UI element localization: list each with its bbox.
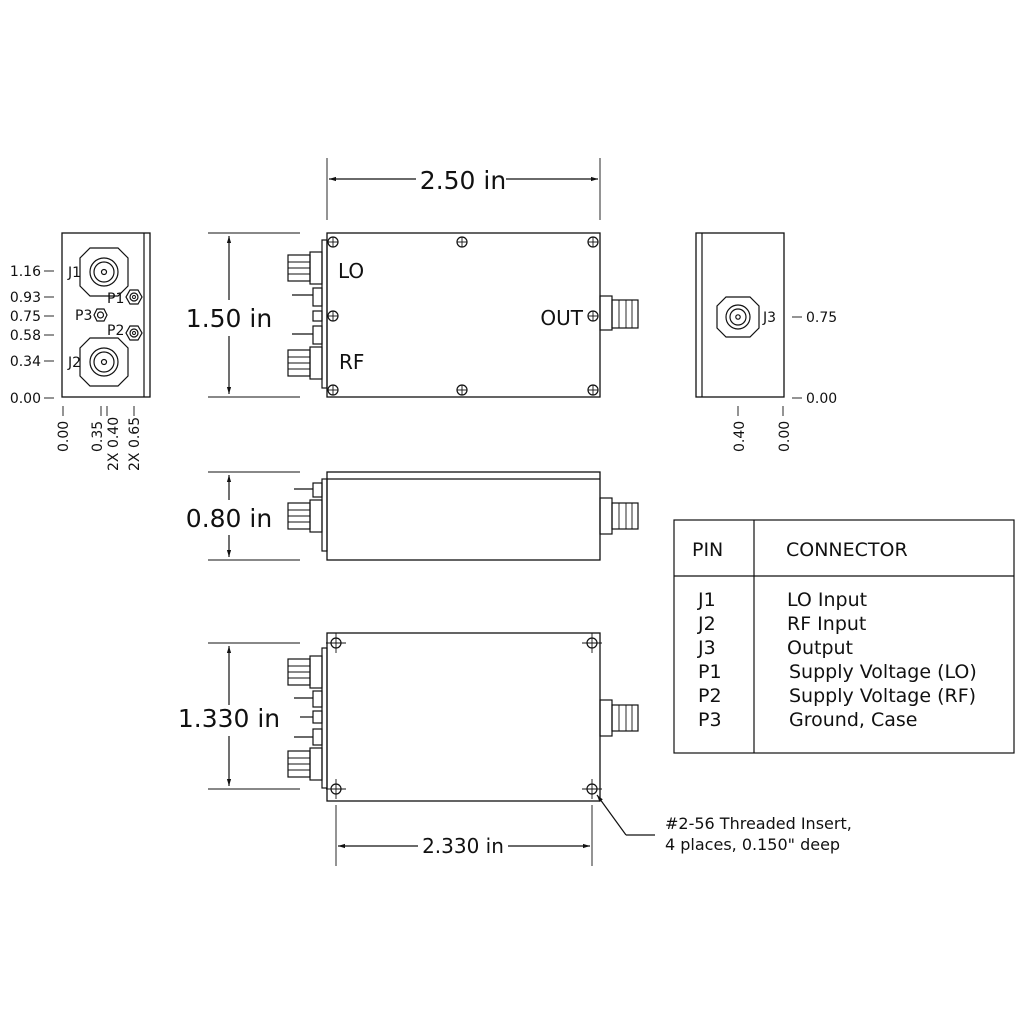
- height-dimension-side: [186, 475, 272, 557]
- table-header-connector: CONNECTOR: [786, 539, 908, 561]
- x-tick-1: 0.00: [56, 420, 72, 452]
- j1-label: J1: [68, 265, 82, 281]
- p3-label: P3: [75, 308, 93, 324]
- bottom-view-body: [327, 633, 600, 801]
- insert-note-line1: #2-56 Threaded Insert,: [665, 814, 852, 833]
- j2-label: J2: [68, 355, 82, 371]
- height-top-label: 1.50 in: [185, 304, 273, 333]
- table-row-connector: Supply Voltage (LO): [789, 661, 977, 683]
- right-end-view: [696, 233, 837, 452]
- table-row-pin: J3: [698, 637, 716, 659]
- y-tick-1: 1.16: [9, 264, 41, 280]
- y-tick-5: 0.34: [9, 354, 41, 370]
- table-row-pin: J2: [698, 613, 716, 635]
- j3-label: J3: [763, 310, 777, 326]
- right-x-tick-1: 0.40: [732, 420, 748, 452]
- right-y-tick-2: 0.00: [806, 391, 838, 407]
- right-y-tick-1: 0.75: [806, 310, 838, 326]
- height-side-label: 0.80 in: [185, 504, 273, 533]
- width-dimension-top: [329, 166, 598, 195]
- out-label: OUT: [540, 306, 583, 330]
- lo-label: LO: [338, 259, 365, 283]
- height-dimension-bottom: [178, 646, 280, 786]
- p2-pin-top: [292, 326, 322, 344]
- top-view: [186, 158, 638, 397]
- y-tick-4: 0.58: [9, 328, 41, 344]
- table-row-connector: LO Input: [787, 589, 868, 611]
- x-tick-2: 0.35: [90, 420, 106, 452]
- y-tick-2: 0.93: [9, 290, 41, 306]
- table-row-connector: RF Input: [787, 613, 867, 635]
- left-x-ticks: [56, 406, 143, 471]
- table-row-pin: P1: [698, 661, 722, 683]
- height-dimension-top: [186, 236, 272, 394]
- left-end-view: [10, 233, 150, 471]
- table-row-pin: P3: [698, 709, 722, 731]
- rf-label: RF: [339, 350, 365, 374]
- lo-connector: [288, 252, 322, 284]
- height-bottom-label: 1.330 in: [177, 704, 281, 733]
- pin-table: [674, 520, 1014, 753]
- p3-pin-top: [313, 311, 322, 321]
- table-row-connector: Output: [787, 637, 853, 659]
- bottom-view: [178, 633, 852, 866]
- p2-label: P2: [107, 323, 125, 339]
- table-header-pin: PIN: [692, 539, 724, 561]
- table-row-pin: J1: [698, 589, 716, 611]
- table-row-connector: Supply Voltage (RF): [789, 685, 977, 707]
- x-tick-4: 2X 0.65: [127, 416, 143, 471]
- rf-connector: [288, 347, 322, 379]
- left-y-ticks: [10, 264, 54, 407]
- insert-note-line2: 4 places, 0.150" deep: [665, 835, 841, 854]
- insert-leader: [597, 795, 655, 835]
- x-tick-3: 2X 0.40: [106, 416, 122, 471]
- side-view: [186, 472, 638, 560]
- right-x-tick-2: 0.00: [777, 420, 793, 452]
- y-tick-6: 0.00: [9, 391, 41, 407]
- table-row-connector: Ground, Case: [789, 709, 918, 731]
- width-bottom-label: 2.330 in: [422, 834, 504, 858]
- out-connector: [600, 296, 638, 330]
- p1-label: P1: [107, 291, 125, 307]
- side-view-body: [327, 472, 600, 560]
- p1-pin-top: [292, 288, 322, 306]
- width-top-label: 2.50 in: [419, 166, 507, 195]
- y-tick-3: 0.75: [9, 309, 41, 325]
- width-dimension-bottom: [338, 834, 590, 858]
- table-row-pin: P2: [698, 685, 722, 707]
